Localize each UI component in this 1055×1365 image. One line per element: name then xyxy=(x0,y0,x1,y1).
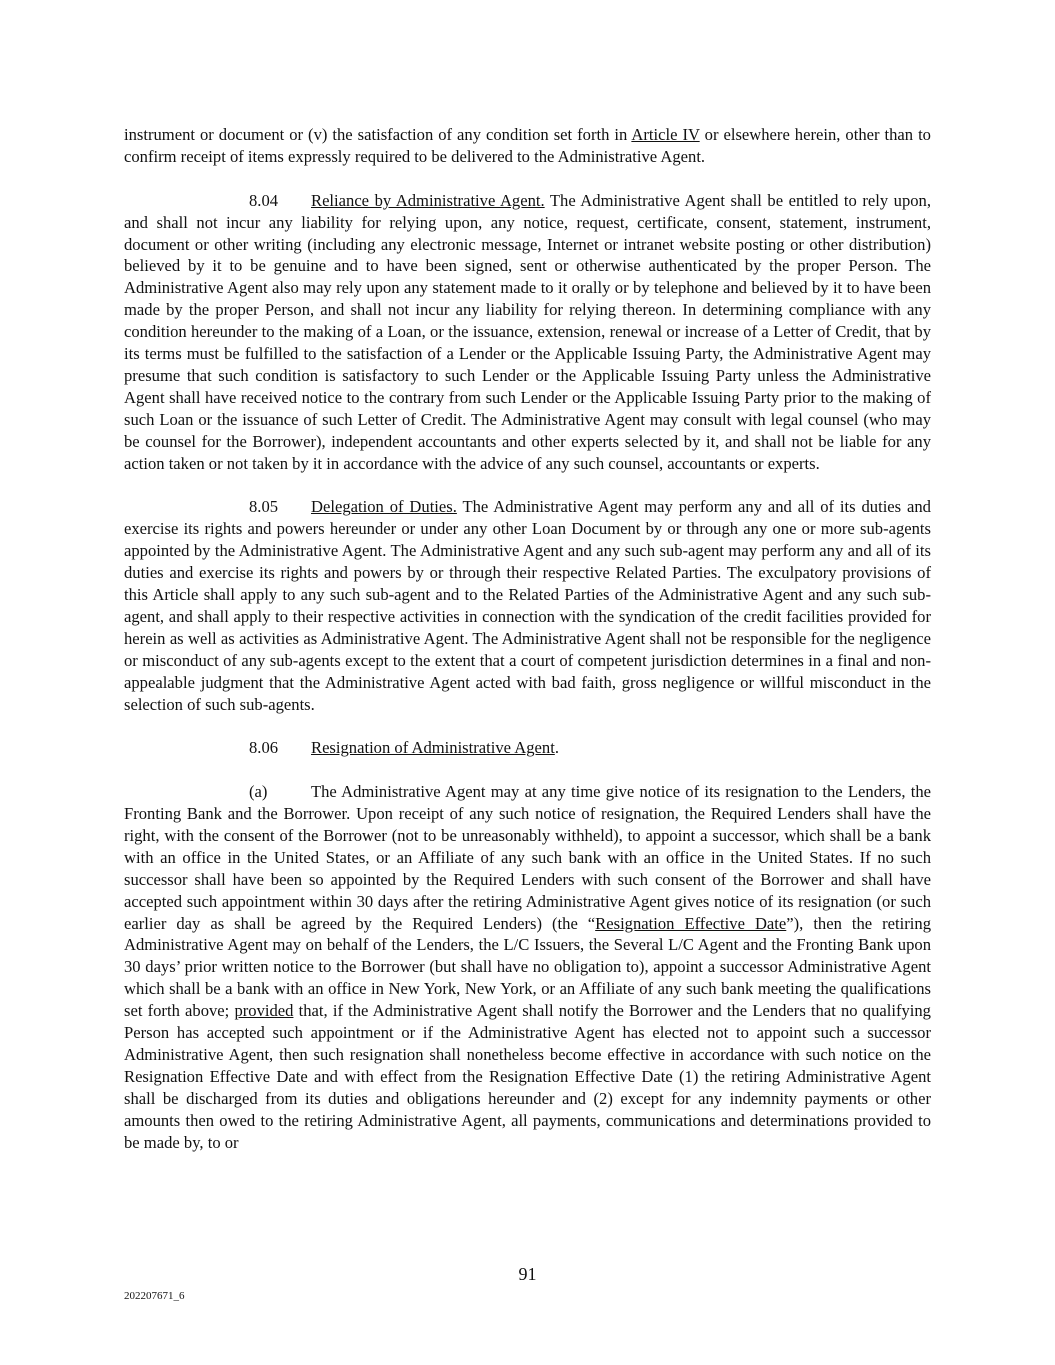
article-reference-link[interactable]: Article IV xyxy=(631,125,700,144)
page-number: 91 xyxy=(518,1264,537,1284)
section-8-06-heading xyxy=(124,737,931,759)
section-number: 8.06 xyxy=(249,738,279,758)
defined-term: Resignation Effective Date xyxy=(595,913,787,933)
section-body: The Administrative Agent shall be entitled to rely upon, and shall not incur any liability for relying upon, any notice, request, certificate, consent, statement, instrument, document or other writing (including any electronic message, Internet or intranet website posting or other distribution) believed by it to be genuine and to have been signed, sent or otherwise authenticated by the proper Person. The Administrative Agent also may rely upon any statement made to it orally or by telephone and believed by it to have been made by the proper Person, and shall not incur any liability for relying thereon. In determining compliance with any condition hereunder to the making of a Loan, or the issuance, extension, renewal or increase of a Letter of Credit, that by its terms must be fulfilled to the satisfaction of a Lender or the Applicable Issuing Party, the Administrative Agent may presume that such condition is satisfactory to such Lender or the Applicable Issuing Party unless the Administrative Agent shall have received notice to the contrary from such Lender or the Applicable Issuing Party prior to the making of such Loan or the issuance of such Letter of Credit. The Administrative Agent may consult with legal counsel (who may be counsel for the Borrower), independent accountants and other experts selected by it, and shall not be liable for any action taken or not taken by it in accordance with the advice of any such counsel, accountants or experts. xyxy=(124,190,931,473)
section-8-05 xyxy=(124,496,931,715)
continuation-paragraph xyxy=(124,124,931,168)
provided-term: provided xyxy=(234,1001,294,1021)
subsection-text: ”), then the retiring Administrative Agent may on behalf of the Lenders, the L/C Issuers, the Several L/C Agent and the Fronting Bank upon 30 days’ prior written notice to the Borrower (but shall have no obligation to), appoint a successor Administrative Agent which shall be a bank with an office in New York, New York, or an Affiliate of any such bank meeting the qualifications set forth above; xyxy=(124,913,931,1021)
section-title: Resignation of Administrative Agent xyxy=(311,738,555,758)
section-title: Delegation of Duties. xyxy=(311,497,457,517)
section-body: The Administrative Agent may perform any and all of its duties and exercise its rights and powers hereunder or under any other Loan Document by or through any one or more sub-agents appointed by the Administrative Agent. The Administrative Agent and any such sub-agent may perform any and all of its duties and exercise its rights and powers by or through their respective Related Parties. The exculpatory provisions of this Article shall apply to any such sub-agent and to the Related Parties of the Administrative Agent and any such sub-agent, and shall apply to their respective activities in connection with the syndication of the credit facilities provided for herein as well as activities as Administrative Agent. The Administrative Agent shall not be responsible for the negligence or misconduct of any sub-agents except to the extent that a court of competent jurisdiction determines in a final and non-appealable judgment that the Administrative Agent acted with bad faith, gross negligence or willful misconduct in the selection of such sub-agents. xyxy=(124,497,931,714)
section-8-06-a xyxy=(124,781,931,1153)
section-title: Reliance by Administrative Agent. xyxy=(311,190,545,210)
paragraph-text: instrument or document or (v) the satisfaction of any condition set forth in xyxy=(124,125,632,144)
section-8-04 xyxy=(124,190,931,475)
subsection-text: that, if the Administrative Agent shall notify the Borrower and the Lenders that no qualifying Person has accepted such appointment or if the Administrative Agent has elected not to appoint such a successor Administrative Agent, then such resignation shall nonetheless become effective in accordance with such notice on the Resignation Effective Date and with effect from the Resignation Effective Date (1) the retiring Administrative Agent shall be discharged from its duties and obligations hereunder and (2) except for any indemnity payments or other amounts then owed to the retiring Administrative Agent, all payments, communications and determinations provided to be made by, to or xyxy=(124,1001,931,1152)
subsection-number: (a) xyxy=(249,782,268,802)
document-id: 202207671_6 xyxy=(124,1290,185,1302)
section-number: 8.05 xyxy=(249,497,279,517)
section-title-period: . xyxy=(554,738,559,758)
subsection-text: The Administrative Agent may at any time give notice of its resignation to the Lenders, the Fronting Bank and the Borrower. Upon receipt of any such notice of resignation, the Required Lenders shall have the right, with the consent of the Borrower (not to be unreasonably withheld), to appoint a successor, which shall be a bank with an office in the United States, or an Affiliate of any such bank with an office in the United States. If no such successor shall have been so appointed by the Required Lenders with such consent of the Borrower and shall have accepted such appointment within 30 days after the retiring Administrative Agent gives notice of its resignation (or such earlier day as shall be agreed by the Required Lenders) (the “ xyxy=(124,782,931,933)
paragraph-text: or elsewhere herein, other than to confirm receipt of items expressly required to be delivered to the Administrative Agent. xyxy=(124,125,931,166)
section-number: 8.04 xyxy=(249,190,279,210)
page-body xyxy=(124,124,931,1175)
